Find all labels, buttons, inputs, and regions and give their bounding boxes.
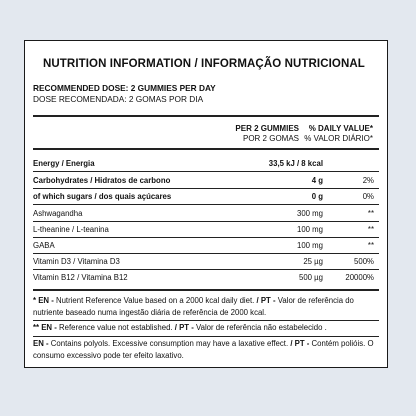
row-divider: [33, 269, 379, 270]
recommended-dose-pt: DOSE RECOMENDADA: 2 GOMAS POR DIA: [33, 94, 204, 104]
footnote-daily-value: [33, 295, 383, 319]
header-rule: [33, 115, 379, 117]
footnote-divider: [33, 336, 379, 337]
row-divider: [33, 171, 379, 172]
footnote-en-text: Contains polyols. Excessive consumption may have a laxative effect.: [50, 339, 289, 348]
nutrient-name: GABA: [33, 241, 55, 250]
nutrient-name: Vitamin B12 / Vitamina B12: [33, 273, 128, 282]
nutrient-amount: 33,5 kJ / 8 kcal: [268, 159, 323, 168]
row-divider: [33, 221, 379, 222]
daily-value-header: [304, 124, 373, 144]
nutrient-name: Ashwagandha: [33, 209, 83, 218]
nutrient-amount: 100 mg: [296, 225, 323, 234]
nutrient-amount: 100 mg: [296, 241, 323, 250]
nutrient-name: Energy / Energia: [33, 159, 95, 168]
footnote-pt-text: Valor de referência não estabelecido .: [195, 323, 327, 332]
row-divider: [33, 253, 379, 254]
nutrient-daily-value: 500%: [354, 257, 374, 266]
nutrient-name: of which sugars / dos quais açúcares: [33, 192, 172, 201]
nutrient-daily-value: **: [367, 225, 374, 234]
footnote-pt-text: Contém polióis. O consumo excessivo pode ter efeito laxativo.: [33, 339, 374, 360]
row-divider: [33, 188, 379, 189]
footnote-en-marker: * EN -: [33, 296, 54, 305]
footnote-polyols: [33, 338, 383, 362]
footnote-en-marker: EN -: [33, 339, 49, 348]
row-divider: [33, 204, 379, 205]
per-serving-header-en: PER 2 GUMMIES: [235, 124, 299, 133]
footnote-divider: [33, 320, 379, 321]
nutrient-daily-value: **: [367, 241, 374, 250]
nutrient-daily-value: **: [367, 209, 374, 218]
footnote-en-text: Nutrient Reference Value based on a 2000 kcal daily diet.: [55, 296, 255, 305]
daily-value-header-pt: % VALOR DIÁRIO*: [304, 134, 373, 143]
nutrient-amount: 300 mg: [296, 209, 323, 218]
table-top-rule: [33, 148, 379, 150]
footnote-pt-marker: / PT -: [256, 296, 276, 305]
nutrient-daily-value: 0%: [362, 192, 374, 201]
row-divider: [33, 237, 379, 238]
table-bottom-rule: [33, 289, 379, 291]
nutrient-name: Carbohydrates / Hidratos de carbono: [33, 176, 171, 185]
footnote-pt-text: Valor de referência do nutriente baseado numa ingestão diária de referência de 2000 kcal.: [33, 296, 354, 317]
table-row: [33, 273, 379, 287]
nutrient-daily-value: 20000%: [345, 273, 374, 282]
daily-value-header-en: % DAILY VALUE*: [308, 124, 373, 133]
nutrient-name: Vitamin D3 / Vitamina D3: [33, 257, 120, 266]
nutrient-daily-value: 2%: [362, 176, 374, 185]
footnote-pt-marker: / PT -: [290, 339, 310, 348]
nutrient-amount: 0 g: [311, 192, 323, 201]
footnote-reference: [33, 322, 383, 334]
nutrient-amount: 25 µg: [303, 257, 323, 266]
footnote-en-marker: ** EN -: [33, 323, 57, 332]
panel-title: NUTRITION INFORMATION / INFORMAÇÃO NUTRICIONAL: [43, 58, 365, 70]
nutrient-amount: 500 µg: [298, 273, 323, 282]
recommended-dose-en: RECOMMENDED DOSE: 2 GUMMIES PER DAY: [33, 83, 216, 93]
nutrition-panel: [24, 40, 388, 368]
footnote-pt-marker: / PT -: [174, 323, 194, 332]
per-serving-header-pt: POR 2 GOMAS: [242, 134, 299, 143]
footnote-en-text: Reference value not established.: [59, 323, 173, 332]
nutrient-amount: 4 g: [311, 176, 323, 185]
per-serving-header: [235, 124, 299, 144]
nutrient-name: L-theanine / L-teanina: [33, 225, 109, 234]
